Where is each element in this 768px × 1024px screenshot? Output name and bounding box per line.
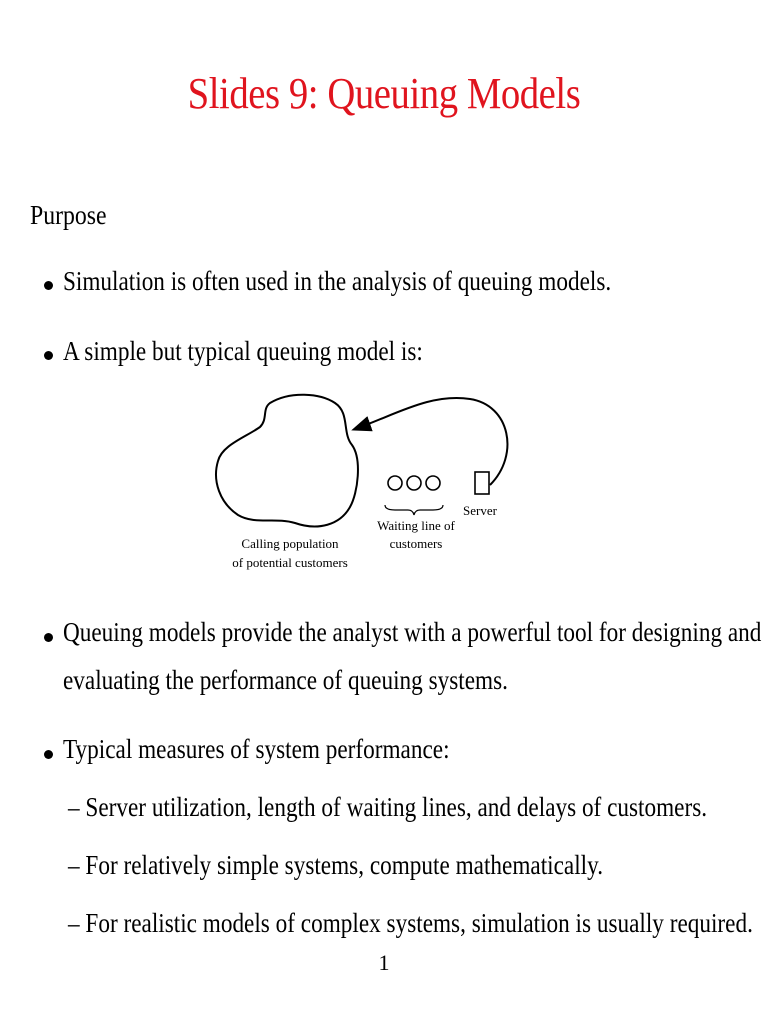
server-label: Server <box>463 503 497 518</box>
bullet-text: Simulation is often used in the analysis of queuing models. <box>63 266 612 296</box>
section-heading: Purpose <box>30 200 107 230</box>
page-title: Slides 9: Queuing Models <box>187 69 581 118</box>
server-icon <box>475 472 489 494</box>
bullet-text: Queuing models provide the analyst with a powerful tool for designing and <box>63 617 762 647</box>
population-label-line2: of potential customers <box>232 555 348 570</box>
bullet-dot <box>44 633 53 642</box>
bullet-dot <box>44 281 53 290</box>
sub-item: – For realistic models of complex systems, simulation is usually required. <box>68 908 753 938</box>
bullet-text: Typical measures of system performance: <box>63 734 450 764</box>
calling-population-blob <box>216 395 358 527</box>
customer-icon <box>407 476 421 490</box>
bullet-text-continued: evaluating the performance of queuing systems. <box>63 665 508 695</box>
bullet-dot <box>44 750 53 759</box>
waiting-line-label-line2: customers <box>389 536 443 551</box>
customer-icon <box>388 476 402 490</box>
population-label-line1: Calling population <box>241 536 339 551</box>
sub-item: – Server utilization, length of waiting lines, and delays of customers. <box>68 792 708 822</box>
bullet-dot <box>44 351 53 360</box>
customer-icon <box>426 476 440 490</box>
waiting-line-label-line1: Waiting line of <box>377 518 455 533</box>
bullet-text: A simple but typical queuing model is: <box>63 336 423 366</box>
waiting-line-brace <box>385 505 443 515</box>
sub-item: – For relatively simple systems, compute mathematically. <box>68 850 604 880</box>
queuing-diagram <box>0 385 768 585</box>
page-number: 1 <box>378 950 390 975</box>
